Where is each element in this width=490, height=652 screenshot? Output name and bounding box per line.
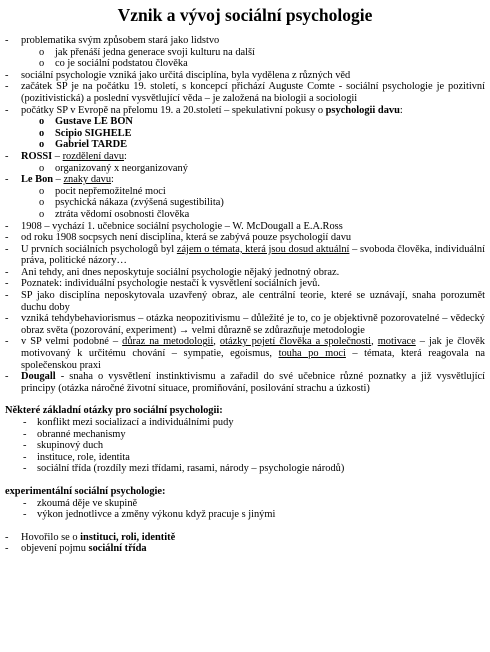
list-item: - konflikt mezi socializací a individuálními pudy — [5, 417, 485, 429]
underlined-term: rozdělení davu — [62, 150, 125, 162]
list-item: - skupinový duch — [5, 440, 485, 452]
list-item: - 1908 – vychází 1. učebnice sociální psychologie – W. McDougall a E.A.Ross — [5, 221, 485, 233]
sub-list-item: o ztráta vědomí osobnosti člověka — [5, 209, 485, 221]
list-item: - ROSSI – rozdělení davu: — [5, 151, 485, 163]
tail-list — [5, 532, 485, 555]
sub-list-item: o psychická nákaza (zvýšená sugestibilita) — [5, 197, 485, 209]
list-item: - vzniká tehdybehaviorismus – otázka neopozitivismu – důležité je to, co je objektivně pozorovatelné – vědecký obraz světa (pozorování, experiment) → velmi důrazně se zdůrazňuje metodologie — [5, 313, 485, 336]
sub-list-item: o pocit nepřemožitelné moci — [5, 186, 485, 198]
list-item: - Poznatek: individuální psychologie nestačí k vysvětlení sociálních jevů. — [5, 278, 485, 290]
list-item: - sociální psychologie vzniká jako určitá disciplína, byla vydělena z různých věd — [5, 70, 485, 82]
list-item: - Dougall - snaha o vysvětlení instinktivismu a zařadil do své učebnice různé poznatky a již vysvětlující principy (otázka náročné životní situace, promiňování, posilování strachu a úzkosti) — [5, 371, 485, 394]
list-item: - objevení pojmu sociální třída — [5, 543, 485, 555]
bold-term: Dougall — [21, 371, 56, 383]
list-item: - výkon jednotlivce a změny výkonu když pracuje s jinými — [5, 509, 485, 521]
list-item: - SP jako disciplína neposkytovala uzavřený obraz, ale centrální teorie, které se uznávají, snaha porozumět duchu doby — [5, 290, 485, 313]
list-item: - obranné mechanismy — [5, 429, 485, 441]
underlined-term: důraz na metodologii — [122, 336, 214, 348]
page-title: Vznik a vývoj sociální psychologie — [117, 5, 373, 25]
list-item: - zkoumá děje ve skupině — [5, 498, 485, 510]
section-heading: Některé základní otázky pro sociální psychologii: — [5, 405, 223, 417]
list-item: - počátky SP v Evropě na přelomu 19. a 20.století – spekulativní pokusy o psychologii davu: — [5, 105, 485, 117]
section-basic-questions — [5, 405, 485, 475]
sub-list-item: o jak přenáší jedna generace svoji kulturu na další — [5, 47, 485, 59]
list-item: - sociální třída (rozdíly mezi třídami, rasami, národy – psychologie národů) — [5, 463, 485, 475]
section-experimental — [5, 486, 485, 521]
sub-list-item: o Scipio SIGHELE — [5, 128, 485, 140]
sub-list-item: o Gabriel TARDE — [5, 139, 485, 151]
list-item: - U prvních sociálních psychologů byl zájem o témata, která jsou dosud aktuální – svoboda člověka, individuální práva, politické názory… — [5, 244, 485, 267]
list-item: - Hovořilo se o instituci, roli, identitě — [5, 532, 485, 544]
sub-list-item: o co je sociální podstatou člověka — [5, 58, 485, 70]
list-item: - v SP velmi podobné – důraz na metodologii, otázky pojetí člověka a společnosti, motivace – jak je člověk motivovaný k určitému chování – sympatie, egoismus, touha po moci – témata, která reagovala na společenskou praxi — [5, 336, 485, 371]
bold-term: psychologii davu — [325, 104, 400, 116]
underlined-term: zájem o témata, která jsou dosud aktuální — [176, 243, 350, 255]
list-item: - Ani tehdy, ani dnes neposkytuje sociální psychologie nějaký jednotný obraz. — [5, 267, 485, 279]
sub-list-item: o Gustave LE BON — [5, 116, 485, 128]
list-item: - od roku 1908 socpsych není disciplína, která se zabývá pouze psychologií davu — [5, 232, 485, 244]
underlined-term: motivace — [377, 336, 416, 348]
sub-list-item: o organizovaný x neorganizovaný — [5, 163, 485, 175]
bold-term: Le Bon — [21, 174, 54, 186]
list-item: - problematika svým způsobem stará jako lidstvo — [5, 35, 485, 47]
underlined-term: znaky davu — [63, 174, 112, 186]
underlined-term: touha po moci — [278, 348, 346, 360]
bold-term: ROSSI — [21, 150, 53, 162]
section-heading: experimentální sociální psychologie: — [5, 485, 166, 497]
list-item: - začátek SP je na počátku 19. století, s koncepcí přichází Auguste Comte - sociální psychologie je pozitivní (pozitivistická) a poslední vysvětlující věda – je založená na biologii a sociologii — [5, 81, 485, 104]
bold-term: instituci, roli, identitě — [80, 531, 176, 543]
main-list — [5, 35, 485, 394]
list-item: - instituce, role, identita — [5, 452, 485, 464]
bold-term: sociální třída — [88, 543, 147, 555]
underlined-term: otázky pojetí člověka a společnosti — [219, 336, 372, 348]
list-item: - Le Bon – znaky davu: — [5, 174, 485, 186]
